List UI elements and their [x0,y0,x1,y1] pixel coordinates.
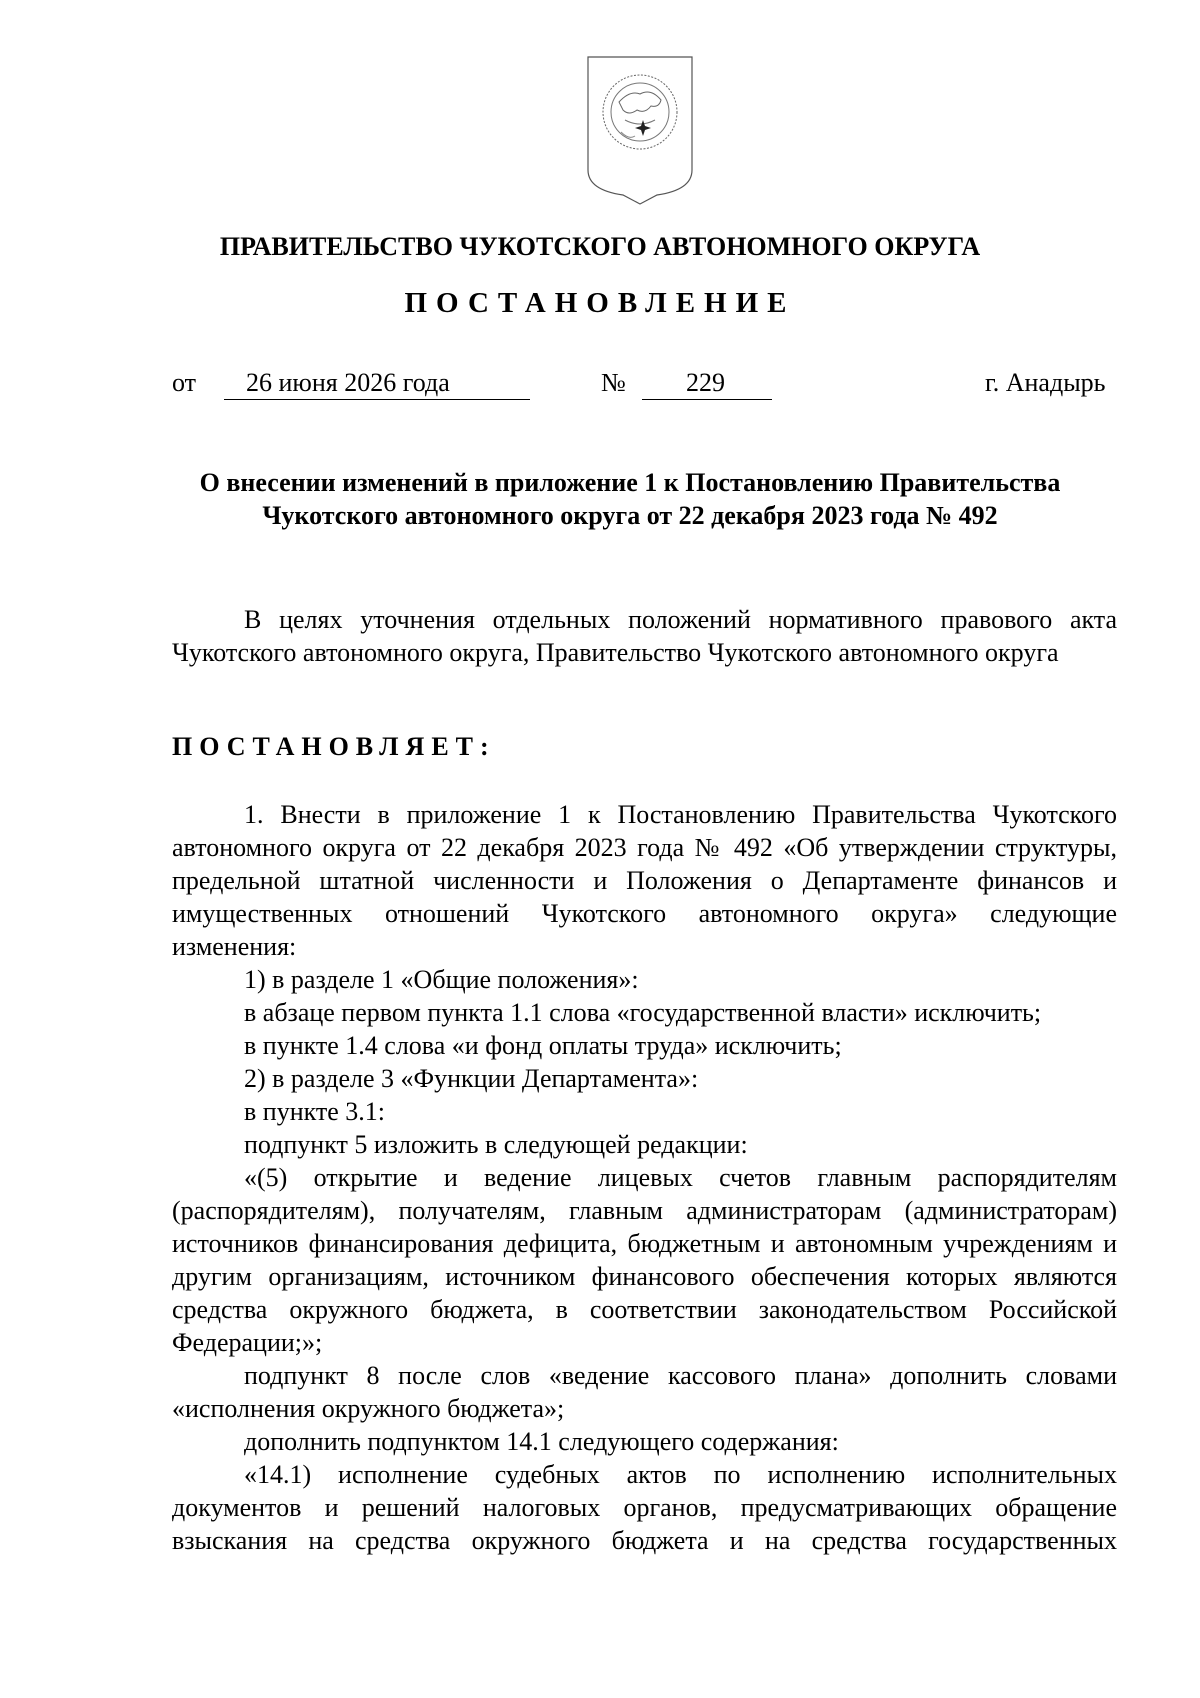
date-prefix: от [172,368,197,397]
paragraph: в пункте 3.1: [244,1097,386,1126]
document-city: г. Анадырь [985,368,1106,397]
coat-of-arms-emblem [585,54,695,206]
document-body [172,798,1117,1557]
number-underline [642,399,772,400]
document-date: 26 июня 2026 года [246,368,450,397]
subject-line: Чукотского автономного округа от 22 декабря 2023 года № 492 [262,501,998,530]
subject-line: О внесении изменений в приложение 1 к Постановлению Правительства [199,468,1061,497]
document-type: ПОСТАНОВЛЕНИЕ [404,287,796,319]
paragraph: «14.1) исполнение судебных актов по исполнению исполнительных документов и решений налоговых органов, предусматривающих обращение взыскания на средства окружного бюджета и на средства государственных [172,1460,1117,1555]
paragraph: «(5) открытие и ведение лицевых счетов главным распорядителям (распорядителям), получателям, главным администраторам (администраторам) источников финансирования дефицита, бюджетным и автономным учреждениям и другим организациям, источником финансового обеспечения которых являются средства окружного бюджета, в соответствии законодательством Российской Федерации;»; [172,1163,1117,1357]
date-underline [224,399,530,400]
paragraph: дополнить подпунктом 14.1 следующего содержания: [244,1427,839,1456]
preamble-text: В целях уточнения отдельных положений нормативного правового акта Чукотского автономного округа, Правительство Чукотского автономного округа [172,605,1117,667]
paragraph: подпункт 5 изложить в следующей редакции: [244,1130,748,1159]
paragraph: подпункт 8 после слов «ведение кассового плана» дополнить словами «исполнения окружного бюджета»; [172,1361,1117,1423]
document-subject [150,466,1110,532]
paragraph: 2) в разделе 3 «Функции Департамента»: [244,1064,699,1093]
paragraph: 1) в разделе 1 «Общие положения»: [244,965,639,994]
preamble [172,603,1117,669]
paragraph: в пункте 1.4 слова «и фонд оплаты труда» исключить; [244,1031,842,1060]
document-number: 229 [686,368,725,397]
paragraph: 1. Внести в приложение 1 к Постановлению Правительства Чукотского автономного округа от 22 декабря 2023 года № 492 «Об утверждении структуры, предельной штатной численности и Положения о Департаменте финансов и имущественных отношений Чукотского автономного округа» следующие изменения: [172,800,1117,961]
paragraph: в абзаце первом пункта 1.1 слова «государственной власти» исключить; [244,998,1042,1027]
decree-heading: ПОСТАНОВЛЯЕТ: [172,732,496,761]
organization-name: ПРАВИТЕЛЬСТВО ЧУКОТСКОГО АВТОНОМНОГО ОКРУГА [219,232,981,261]
number-prefix: № [601,368,626,397]
